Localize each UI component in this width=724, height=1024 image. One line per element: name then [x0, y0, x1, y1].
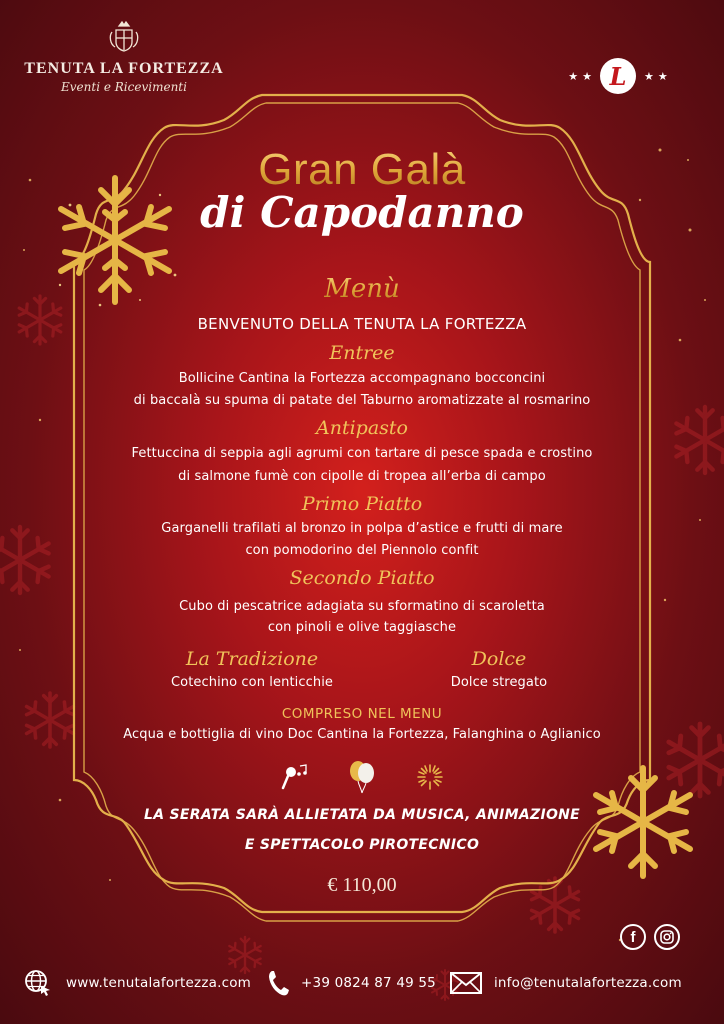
entertainment-line-1 — [0, 804, 724, 823]
dolce-column — [412, 648, 586, 694]
badge-logo — [600, 58, 636, 94]
phone-number[interactable]: +39 0824 87 49 55 — [301, 975, 436, 991]
badge-letter: L — [609, 61, 627, 91]
website-link[interactable]: www.tenutalafortezza.com — [66, 975, 252, 991]
secondo-line-2: con pinoli e olive taggiasche — [267, 620, 457, 635]
entree-line-2: di baccalà su spuma di patate del Taburno aromatizzate al rosmarino — [133, 393, 591, 408]
fireworks-icon — [414, 761, 446, 793]
globe-icon — [24, 969, 52, 997]
star-icon: ★ — [644, 69, 654, 83]
included-title — [0, 703, 724, 722]
antipasto-line-2: di salmone fumè con cipolle di tropea all’erba di campo — [178, 469, 546, 484]
tradizione-column — [152, 648, 352, 694]
dolce-text: Dolce stregato — [450, 675, 548, 690]
antipasto-line-1: Fettuccina di seppia agli agrumi con tartare di pesce spada e crostino — [131, 446, 593, 461]
entertainment-line-2 — [0, 834, 724, 853]
instagram-icon[interactable] — [654, 924, 680, 950]
title-line-2: di Capodanno — [200, 188, 524, 237]
primo-line-1: Garganelli trafilati al bronzo in polpa d’astice e frutti di mare — [161, 521, 563, 536]
section-title-dolce: Dolce — [471, 648, 527, 670]
facebook-icon[interactable]: f — [620, 924, 646, 950]
footer — [24, 966, 714, 1000]
included-title-text: COMPRESO NEL MENU — [281, 706, 443, 722]
email-link[interactable]: info@tenutalafortezza.com — [493, 975, 682, 991]
phone-icon — [267, 969, 291, 997]
price-text: € 110,00 — [327, 874, 397, 896]
star-icon: ★ — [582, 69, 592, 83]
brand-name: TENUTA LA FORTEZZA — [24, 60, 224, 77]
menu-heading — [0, 274, 724, 304]
primo-line-2: con pomodorino del Piennolo confit — [245, 543, 479, 558]
brand-tagline: Eventi e Ricevimenti — [61, 80, 187, 94]
star-icon: ★ — [568, 69, 579, 83]
entertainment-text-1: LA SERATA SARÀ ALLIETATA DA MUSICA, ANIMAZIONE — [143, 807, 581, 823]
instagram-glyph-icon — [660, 930, 674, 944]
crest-icon — [106, 18, 142, 54]
star-icon: ★ — [657, 69, 668, 83]
menu-heading-text: Menù — [324, 274, 400, 304]
welcome-line — [0, 314, 724, 333]
email-icon — [450, 972, 482, 994]
event-icons — [280, 760, 446, 794]
gold-snowflake-bottom-right — [578, 760, 708, 890]
title-line-1: Gran Galà — [0, 146, 724, 194]
entertainment-text-2: E SPETTACOLO PIROTECNICO — [244, 837, 480, 853]
price — [0, 874, 724, 897]
brand-logo — [24, 18, 224, 94]
event-subtitle — [0, 188, 724, 238]
rating-badge — [558, 56, 678, 96]
section-title-secondo: Secondo Piatto — [289, 567, 435, 589]
section-title-antipasto: Antipasto — [316, 417, 408, 439]
section-title-primo: Primo Piatto — [301, 493, 423, 515]
included-text: Acqua e bottiglia di vino Doc Cantina la Fortezza, Falanghina o Aglianico — [123, 727, 601, 742]
social-links — [620, 924, 680, 950]
event-title — [0, 146, 724, 194]
welcome-text: BENVENUTO DELLA TENUTA LA FORTEZZA — [197, 315, 527, 333]
microphone-icon — [280, 762, 310, 792]
balloons-icon — [347, 760, 377, 794]
tradizione-text: Cotechino con lenticchie — [170, 675, 334, 690]
section-title-entree: Entree — [329, 342, 395, 364]
secondo-line-1: Cubo di pescatrice adagiata su sformatino di scaroletta — [179, 599, 545, 614]
section-title-tradizione: La Tradizione — [185, 648, 319, 670]
entree-line-1: Bollicine Cantina la Fortezza accompagnano bocconcini — [178, 371, 546, 386]
